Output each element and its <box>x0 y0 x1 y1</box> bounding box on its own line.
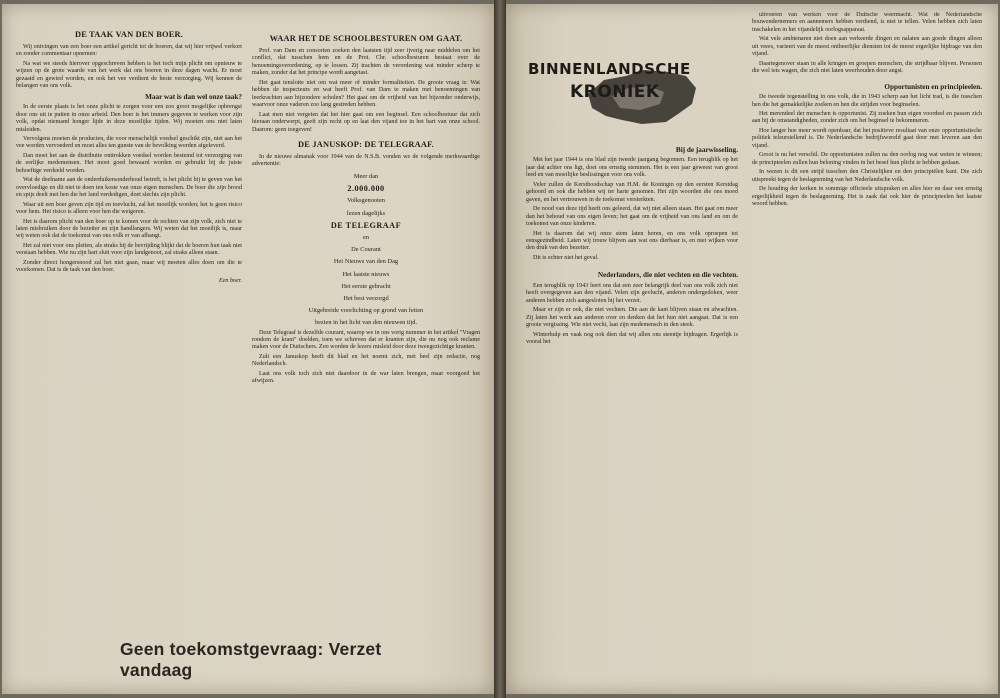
article-title-schools: WAAR HET DE SCHOOLBESTUREN OM GAAT. <box>269 34 463 43</box>
article-paragraph: uitvoeren van werken voor de Duitsche weermacht. Wat de Nederlandsche bouwondernemers en aannemers hebben verdiend, is niet te tellen. Velen hebben zich laten inschakelen in het vijandelijk oorlogsapparaat. <box>752 12 982 33</box>
article-subheading: Maar wat is dan wel onze taak? <box>145 92 242 101</box>
article-title-farmer: DE TAAK VAN DEN BOER. <box>74 30 184 39</box>
ad-line: Uitgebreide voorlichting op grond van feiten <box>308 307 424 315</box>
article-paragraph: Hoe langer hoe meer wordt openbaar, dat het positieve resultaat van onze opportunistische politiek teleurstellend is. De Nederlandsche bedrijfswereld gaat door met leveren aan den vijand. <box>752 127 982 149</box>
ad-line: Het laatste nieuws <box>342 270 390 278</box>
ad-line: en <box>362 233 370 241</box>
article-paragraph: Zonder direct hongersnood zal het niet gaan, maar wij moeten alles doen om die te voorkomen. Dat is de taak van den boer. <box>16 259 242 274</box>
article-paragraph: Laat men niet vergeten dat het hier gaat om een beginsel. Een schoolbestuur dat zich hieraan onderwerpt, geeft zijn recht op en laat den vijand toe in het hart van onze school. Daarom: geen toegeven! <box>252 111 480 133</box>
ad-line: Het Nieuws van den Dag <box>333 258 399 266</box>
article-paragraph: In de eerste plaats is het onze plicht te zorgen voor een zoo groot mogelijke opbrengst door ons uit te putten in onze arbeid. Den boer is het immers gegeven te werken voor zijn volk, opdat niemand honger lijde in deze moeilijke tijden. Wij moeten ons niet laten misleiden. <box>16 104 242 133</box>
telegraaf-advertisement <box>252 171 480 330</box>
article-paragraph: Laat ons volk toch zich niet daardoor in de war laten brengen, maar voorgoed het afwijzen. <box>252 370 480 385</box>
article-paragraph: De houding der kerken in sommige officieele uitspraken en alles hier en daar een ernstig ergerlijkheid tegen de beslagneming. Het is zaak dat ook hier de principieelen het laatste woord hebben. <box>752 186 982 207</box>
article-paragraph: De tweede tegenstelling in ons volk, die in 1943 scherp aan het licht trad, is die tusschen hen die het gemakkelijke zoeken en hen die strijden voor beginselen. <box>752 94 982 108</box>
ad-paper-name: DE TELEGRAAF <box>330 220 402 230</box>
article-paragraph: Wat vele ambtenaren niet doen aan verkeerde dingen en nalaten aan goede dingen alleen uit vrees, varieert van de meest ontbeerlijke diensten tot de meest ergerlijke bijdrage van den vijand. <box>752 36 982 58</box>
article-paragraph: Veler zullen de Kerstboodschap van H.M. de Koningin op den eersten Kerstdag gehoord en ook die hebben wij ter harte genomen. Het zijn woorden die ons moed gaven, en het vertrouwen in de toekomst versterkten. <box>526 181 738 203</box>
ad-line: Volksgenooten <box>347 197 385 205</box>
footer-slogan: Geen toekomstgevraag: Verzet vandaag <box>120 639 382 680</box>
article-paragraph: Het gaat tenslotte niet om wat meer of minder formaliteiten. De groote vraag is: Wat hebben de inspecteurs en wat heeft Prof. van Dam te maken met benoemingen van leerkrachten aan bijzondere scholen? Het gaat om de vrijheid van het bijzonder onderwijs, waarvoor onze vaderen zoo lang gestreden hebben. <box>252 79 480 109</box>
ad-readership-number: 2.000.000 <box>347 184 385 194</box>
article-paragraph: Het is daarom plicht van den boer op te komen voor de rechten van zijn volk, zich niet te laten misbruiken door de bezetter en zijn handlangers. Wij weten dat het moeilijk is, maar wij weten ook dat de toekomst van ons volk er van afhangt. <box>16 218 242 240</box>
article-signature: Een boer. <box>218 277 242 284</box>
ad-line: De Courant <box>351 246 381 254</box>
farmer-article-column <box>16 30 242 640</box>
ad-line: Het eerste gebracht <box>341 282 391 290</box>
ad-line: lezen dagelijks <box>346 209 386 217</box>
article-paragraph: Deze Telegraaf is dezelfde courant, waarop we in ons vorig nummer in het artikel "Vragen rondom de krant" doelden, toen we schreven dat er kranten zijn, die nu nog ook reclame maken voor de Duitschers. Zoo worden de lezers misleid door deze tweegezichtige kranten. <box>252 329 480 351</box>
article-paragraph: Het is daarom dat wij onze stem laten horen, en ons volk oproepen tot eensgezindheid. Laten wij trouw blijven aan wat ons dierbaar is, en niet wijken voor den druk van den bezetter. <box>526 230 738 252</box>
article-paragraph: Maar er zijn er ook, die niet vechten. Die aan de kant blijven staan en afwachten. Zij laten het werk aan anderen over en denken dat het hun niet aangaat. Dat is een groote vergissing. Wie niet vecht, laat zijn medemensch in den steek. <box>526 307 738 329</box>
article-paragraph: Groot is nu het verschil. De opportunisten zullen na den oorlog nog wat weten te winnen; de principieelen zullen hun beloning vinden in het besef hun plicht te hebben gedaan. <box>752 152 982 166</box>
article-paragraph: In de nieuwe almanak voor 1944 van de N.S.B. vonden we de volgende merkwaardige advertentie: <box>252 153 480 168</box>
article-paragraph: De nood van deze tijd heeft ons geleerd, dat wij niet alleen staan. Het gaat om meer dan het behoud van ons eigen leven; het gaat om de vrijheid van ons land en om de toekomst van onze kinderen. <box>526 206 738 228</box>
kroniek-column-1 <box>526 144 738 684</box>
article-subheading: Nederlanders, die niet vechten en die vechten. <box>597 271 738 280</box>
masthead-line-2: KRONIEK <box>570 82 660 102</box>
article-paragraph: Zult een Januskop heeft dit blad en het noemt zich, met beel zijn redactie, nog Nederlandsch. <box>252 353 480 368</box>
article-paragraph: Na wat we steeds hierover opgeschreven hebben is het toch mijn plicht om opnieuw te wijzen op de grote waarde van het werk dat ons boeren in deze dagen wacht. Er moet gezaaid en gewied worden, en ook het vee verdient de beste verzorging. Wij kennen de belangen van ons volk. <box>16 60 242 90</box>
school-article-column <box>252 34 480 634</box>
article-subheading: Opportunisten en principieelen. <box>884 82 982 91</box>
article-paragraph: Prof. van Dam en consorten zoeken den laatsten tijd zeer ijverig naar middelen om het conflict, dat tusschen hem en de Prot. Chr. schoolbesturen bestaat over de benoemingsverordening, op te lossen. Zij trachten de verordening wat minder scherp te maken, zonder dat het principe wordt aangetast. <box>252 48 480 77</box>
article-paragraph: Een terugblik op 1943 leert ons dat een zeer belangrijk deel van ons volk zich niet heeft overgegeven aan den vijand. Velen zijn gevlucht, anderen ondergedoken, weer anderen hebben zich aangesloten bij het verzet. <box>526 282 738 304</box>
page-gutter <box>494 0 506 698</box>
article-paragraph: Waar uit een boer geven zijn tijd en toevlucht, zal het moeilijk worden; het is geen risico voor hem. Het risico is alleen voor hen die weigeren. <box>16 201 242 216</box>
article-paragraph: Wij ontvingen van een boer een artikel gericht tot de boeren, dat wij hier vrijwel verkort en zonder commentaar opnemen: <box>16 44 242 58</box>
article-paragraph: Wat de deelname aan de onderduikersonderhoud betreft, is het plicht bij te geven van het overvloedige en dit niet te doen ten koste van onze eigen menschen. De boer die zijn brood en spijs deelt met hen die het land verdedigen, doet slechts zijn plicht. <box>16 177 242 199</box>
article-subheading: Bij de jaarwisseling. <box>675 146 738 154</box>
article-paragraph: Dan moet het aan de distributie onttrokken voedsel worden bestemd tot verzorging van de eerlijke medemensen. Het moet goed bewaard worden en gebruikt bij de juiste behoeftige verdeeld worden. <box>16 152 242 174</box>
kroniek-masthead <box>528 56 738 134</box>
left-page <box>2 4 494 694</box>
ad-line: Het best verzorgd <box>343 294 389 302</box>
ad-line: bezien in het licht van den nieuwen tijd. <box>314 319 418 327</box>
article-paragraph: Winterhulp en vaak nog ook dien dat wij allen ons steentje bijdragen. Ergerlijk is vooral het <box>526 331 738 345</box>
article-paragraph: Vervolgens moeten de producten, die voor menschelijk voedsel geschikt zijn, niet aan het vee worden vervoederd en moet alles ten gunste van de bevolking worden afgeleverd. <box>16 135 242 150</box>
article-paragraph: Het zal niet voor ons pletten, als straks bij de bevrijding blijkt dat de boeren hun taak niet verstaan hebben. Wie nu zijn hart sluit voor zijn landgenoot, zal straks alleen staan. <box>16 242 242 257</box>
ad-line: Meer dan <box>353 172 379 180</box>
kroniek-column-2 <box>752 12 982 684</box>
article-paragraph: Dit is echter niet het geval. <box>533 254 599 261</box>
article-paragraph: Daartegenover staan in alle kringen en groepen menschen, die strijdbaar blijven. Personen die wel iets wagen, die zich niet laten weerhouden door angst. <box>752 60 982 75</box>
article-title-telegraaf: DE JANUSKOP: DE TELEGRAAF. <box>298 139 434 149</box>
masthead-line-1: BINNENLANDSCHE <box>528 60 691 78</box>
article-paragraph: Met het jaar 1944 is ons blad zijn tweede jaargang begonnen. Een terugblik op het jaar dat achter ons ligt, doet ons ernstig stemmen. Het is een jaar geweest van groot leed en van moeilijke beslissingen voor ons volk. <box>526 157 738 179</box>
article-paragraph: Het merendeel der menschen is opportunist. Zij zoeken hun eigen voordeel en passen zich aan bij de omstandigheden, zonder zich om het beginsel te bekommeren. <box>752 110 982 125</box>
right-page <box>506 4 998 694</box>
article-paragraph: In wezen is dit een strijd tusschen den Christelijken en den principiëlen kant. Die zich uitspreekt tegen de beslagneming van het Nederlandsche volk. <box>752 169 982 183</box>
